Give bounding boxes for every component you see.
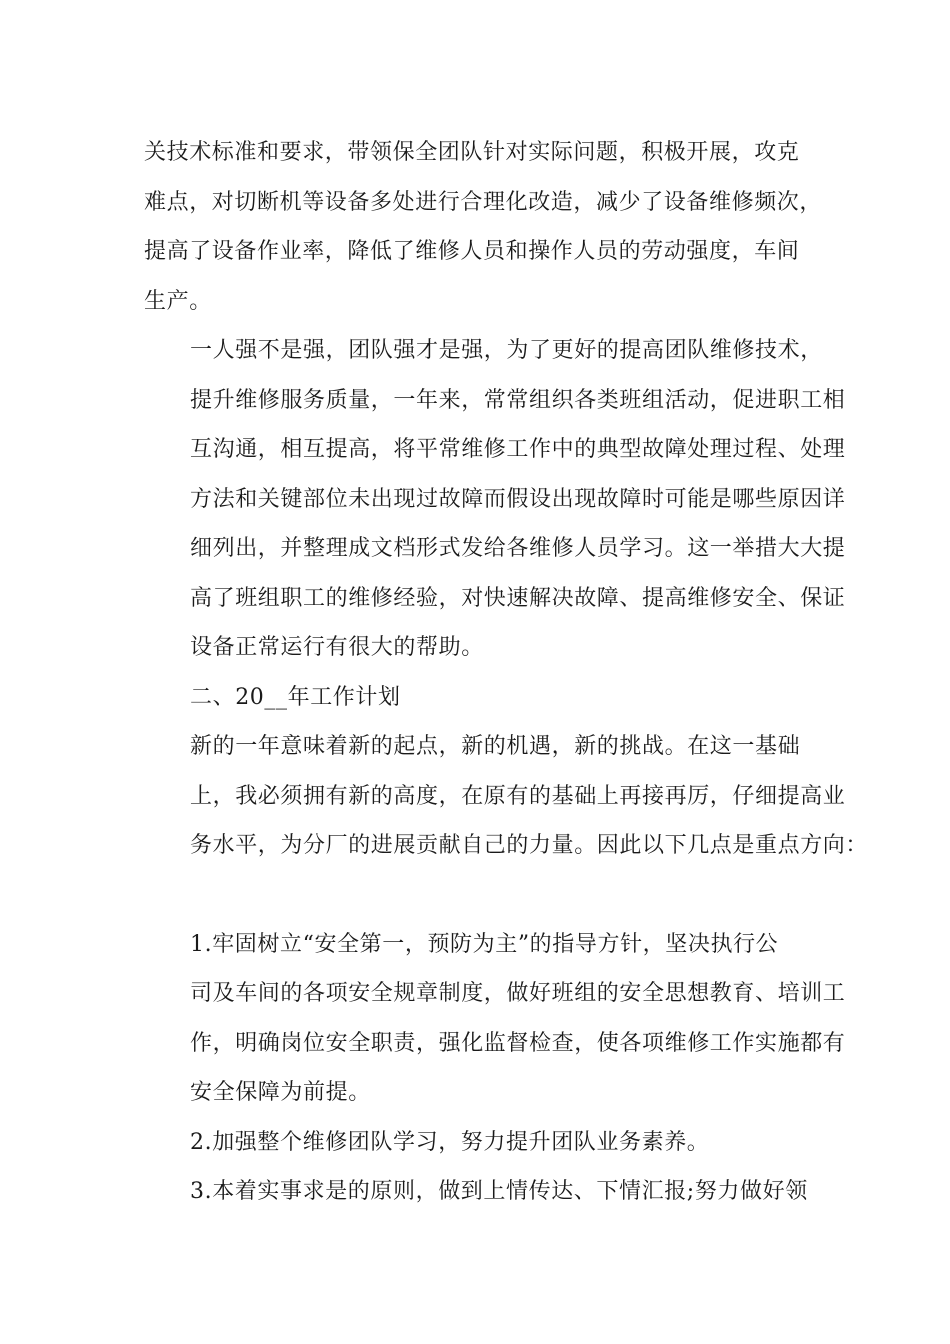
text-line: 3.本着实事求是的原则，做到上情传达、下情汇报;努力做好领 (190, 1179, 808, 1204)
section-heading-work-plan (144, 673, 810, 723)
list-item-3 (144, 1167, 810, 1217)
text-line: 1.牢固树立“安全第一，预防为主”的指导方针，坚决执行公 (190, 931, 779, 957)
text-line: 关技术标准和要求，带领保全团队针对实际问题，积极开展，攻克 (144, 140, 800, 165)
text-line: 作，明确岗位安全职责，强化监督检查，使各项维修工作实施都有 (190, 1030, 846, 1056)
paragraph-technical-standards (144, 128, 823, 326)
text-line: 二、20__年工作计划 (190, 684, 401, 710)
blank-line (144, 871, 810, 920)
list-item-1 (144, 920, 846, 1118)
text-line: 设备正常运行有很大的帮助。 (190, 635, 484, 660)
text-line: 务水平，为分厂的进展贡献自己的力量。因此以下几点是重点方向： (190, 833, 869, 858)
text-line: 2.加强整个维修团队学习，努力提升团队业务素养。 (190, 1129, 710, 1155)
paragraph-team-building (144, 326, 846, 673)
text-line: 方法和关键部位未出现过故障而假设出现故障时可能是哪些原因详 (190, 486, 846, 512)
text-line: 提升维修服务质量，一年来，常常组织各类班组活动，促进职工相 (190, 387, 846, 413)
text-line: 提高了设备作业率，降低了维修人员和操作人员的劳动强度，车间 (144, 239, 800, 264)
list-item-2 (144, 1118, 810, 1168)
text-line: 互沟通，相互提高，将平常维修工作中的典型故障处理过程、处理 (190, 437, 846, 462)
paragraph-new-year (144, 722, 869, 871)
document-page (144, 128, 869, 1217)
text-line: 上，我必须拥有新的高度，在原有的基础上再接再厉，仔细提高业 (190, 783, 846, 809)
text-line: 细列出，并整理成文档形式发给各维修人员学习。这一举措大大提 (190, 536, 846, 561)
text-line: 司及车间的各项安全规章制度，做好班组的安全思想教育、培训工 (190, 981, 846, 1006)
text-line: 一人强不是强，团队强才是强，为了更好的提高团队维修技术， (190, 338, 823, 363)
text-line: 新的一年意味着新的起点，新的机遇，新的挑战。在这一基础 (190, 734, 801, 759)
text-line: 高了班组职工的维修经验，对快速解决故障、提高维修安全、保证 (190, 585, 846, 611)
text-line: 生产。 (144, 288, 212, 314)
text-line: 安全保障为前提。 (190, 1080, 371, 1105)
text-line: 难点，对切断机等设备多处进行合理化改造，减少了设备维修频次， (144, 189, 823, 215)
